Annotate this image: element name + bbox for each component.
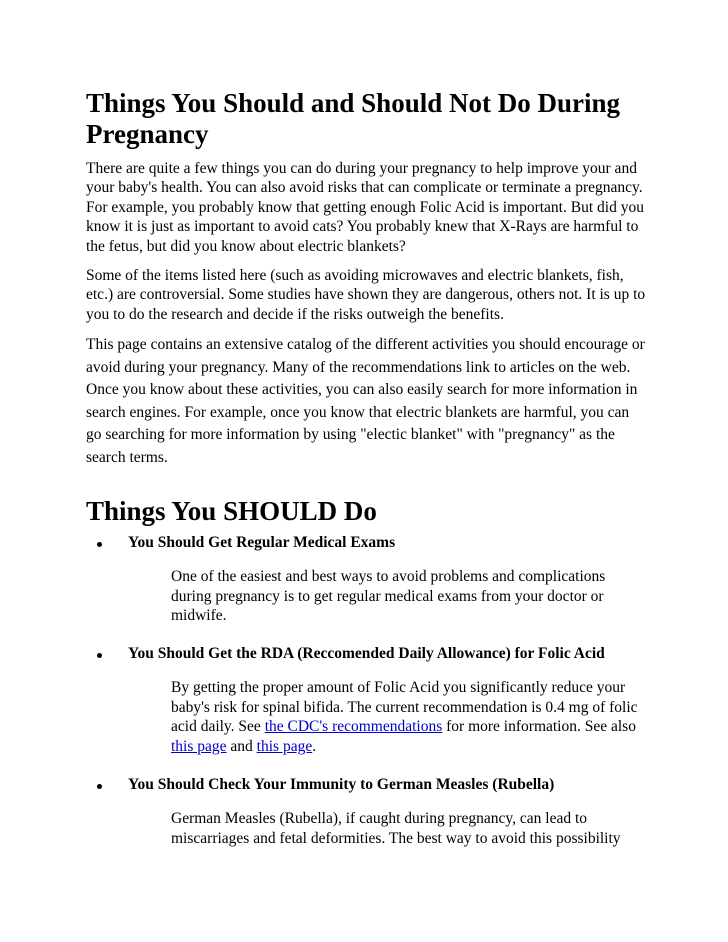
this-page-link-2[interactable]: this page [256, 737, 313, 755]
catalog-paragraph: This page contains an extensive catalog of the different activities you should encourage or avoid during your pregnancy. Many of the recommendations link to articles on the web. Once you know about these activities, you can also easily search for more information in search engines. For example, once you know that electric blankets are harmful, you can go searching for more information by using "electic blanket" with "pregnancy" as the search terms. [86, 336, 645, 466]
description-text: for more information. See also [442, 718, 636, 736]
bullet-icon [97, 653, 102, 658]
description-text: By getting the proper amount of Folic Acid you significantly reduce your baby's risk for spinal bifida. The current recommendation is 0.4 mg of folic acid daily. See [171, 679, 638, 736]
bullet-icon [97, 542, 102, 547]
controversy-paragraph: Some of the items listed here (such as avoiding microwaves and electric blankets, fish, etc.) are controversial. Some studies have shown they are dangerous, others not. It is up to you to do the research and decide if the risks outweigh the benefits. [86, 267, 646, 323]
document-page [86, 88, 646, 865]
description-text: and [226, 737, 257, 755]
intro-paragraph: There are quite a few things you can do during your pregnancy to help improve your and your baby's health. You can also avoid risks that can complicate or terminate a pregnancy. For example, you probably know that getting enough Folic Acid is important. But did you know it is just as important to avoid cats? You probably knew that X-Rays are harmful to the fetus, but did you know about electric blankets? [86, 160, 644, 255]
item-description [171, 678, 646, 756]
cdc-recommendations-link[interactable]: the CDC's recommendations [264, 718, 443, 736]
should-do-list [86, 531, 646, 848]
item-description: German Measles (Rubella), if caught during pregnancy, can lead to miscarriages and fetal deformities. The best way to avoid this possibility [171, 810, 621, 847]
item-title: You Should Check Your Immunity to German Measles (Rubella) [128, 776, 555, 794]
item-title: You Should Get Regular Medical Exams [128, 534, 396, 552]
description-text: . [312, 737, 317, 755]
item-description: One of the easiest and best ways to avoid problems and complications during pregnancy is to get regular medical exams from your doctor or midwife. [171, 568, 606, 625]
should-do-heading: Things You SHOULD Do [86, 496, 377, 527]
item-title: You Should Get the RDA (Reccomended Daily Allowance) for Folic Acid [128, 645, 605, 663]
this-page-link-1[interactable]: this page [171, 737, 227, 755]
page-title: Things You Should and Should Not Do During Pregnancy [86, 88, 620, 149]
bullet-icon [97, 784, 102, 789]
list-item-rubella [86, 773, 646, 848]
list-item-folic-acid [86, 642, 646, 756]
list-item-medical-exams [86, 531, 646, 625]
